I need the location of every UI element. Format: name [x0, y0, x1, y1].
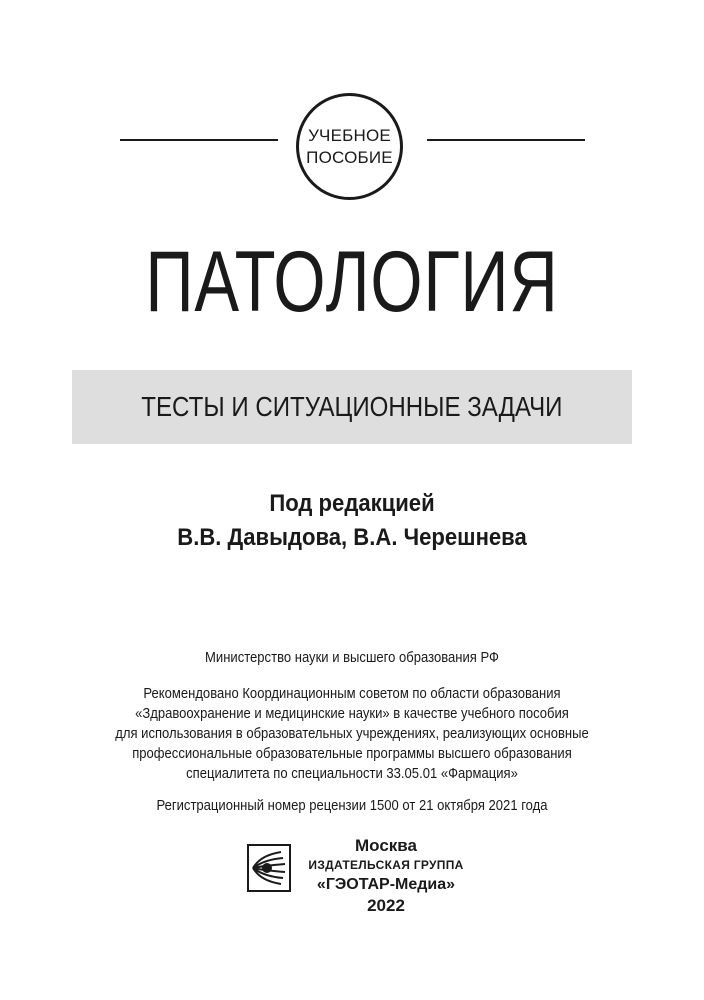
recommendation-line: специалитета по специальности 33.05.01 «Фармация»: [186, 766, 518, 782]
publisher-text: [291, 836, 481, 916]
right-decorative-rule: [427, 139, 585, 141]
publication-year: 2022: [367, 896, 405, 915]
publisher-group: ИЗДАТЕЛЬСКАЯ ГРУППА: [308, 858, 464, 872]
publisher-name: «ГЭОТАР-Медиа»: [316, 876, 456, 893]
book-title: ПАТОЛОГИЯ: [145, 234, 559, 330]
badge-line-2: ПОСОБИЕ: [306, 147, 393, 167]
recommendation-line: профессиональные образовательные программы высшего образования: [132, 746, 572, 762]
geotar-logo-icon: [247, 844, 291, 892]
editors-intro: Под редакцией: [269, 490, 435, 517]
subtitle-band: [72, 370, 632, 444]
editors-block: [0, 487, 704, 555]
registration-line: Регистрационный номер рецензии 1500 от 21 октября 2021 года: [156, 798, 548, 814]
publisher-city: Москва: [355, 836, 417, 855]
book-subtitle: ТЕСТЫ И СИТУАЦИОННЫЕ ЗАДАЧИ: [141, 391, 563, 422]
badge-line-1: УЧЕБНОЕ: [308, 125, 391, 145]
textbook-badge: [296, 93, 403, 200]
recommendation-line: «Здравоохранение и медицинские науки» в качестве учебного пособия: [135, 706, 569, 722]
recommendation-line: Рекомендовано Координационным советом по области образования: [143, 686, 561, 702]
publisher-block: [247, 836, 477, 915]
approval-block: [0, 648, 704, 816]
left-decorative-rule: [120, 139, 278, 141]
editors-names: В.В. Давыдова, В.А. Черешнева: [177, 524, 527, 551]
recommendation-line: для использования в образовательных учреждениях, реализующих основные: [115, 726, 589, 742]
ministry-line: Министерство науки и высшего образования РФ: [205, 650, 499, 666]
